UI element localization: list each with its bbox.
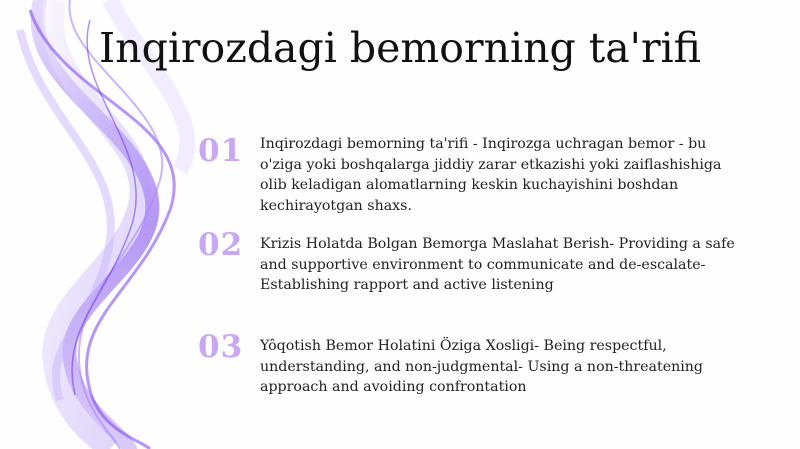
item-number: 03 bbox=[198, 329, 244, 365]
item-text: Krizis Holatda Bolgan Bemorga Maslahat Berish- Providing a safe and supportive environment to communicate and de-escalate- Establishing rapport and active listening bbox=[260, 236, 735, 293]
item-number: 02 bbox=[198, 227, 244, 263]
item-number: 01 bbox=[198, 133, 244, 169]
slide-title: Inqirozdagi bemorning ta'rifi bbox=[98, 24, 702, 72]
item-text: Inqirozdagi bemorning ta'rifi - Inqirozga uchragan bemor - bu o'ziga yoki boshqalarga jiddiy zarar etkazishi yoki zaiflashishiga olib keladigan alomatlarning keskin kuchayishini boshdan kechirayotgan shaxs. bbox=[260, 136, 722, 214]
item-text: Yôqotish Bemor Holatini Öziga Xosligi- Being respectful, understanding, and non-judgmental- Using a non-threatening approach and avoiding confrontation bbox=[260, 338, 704, 395]
